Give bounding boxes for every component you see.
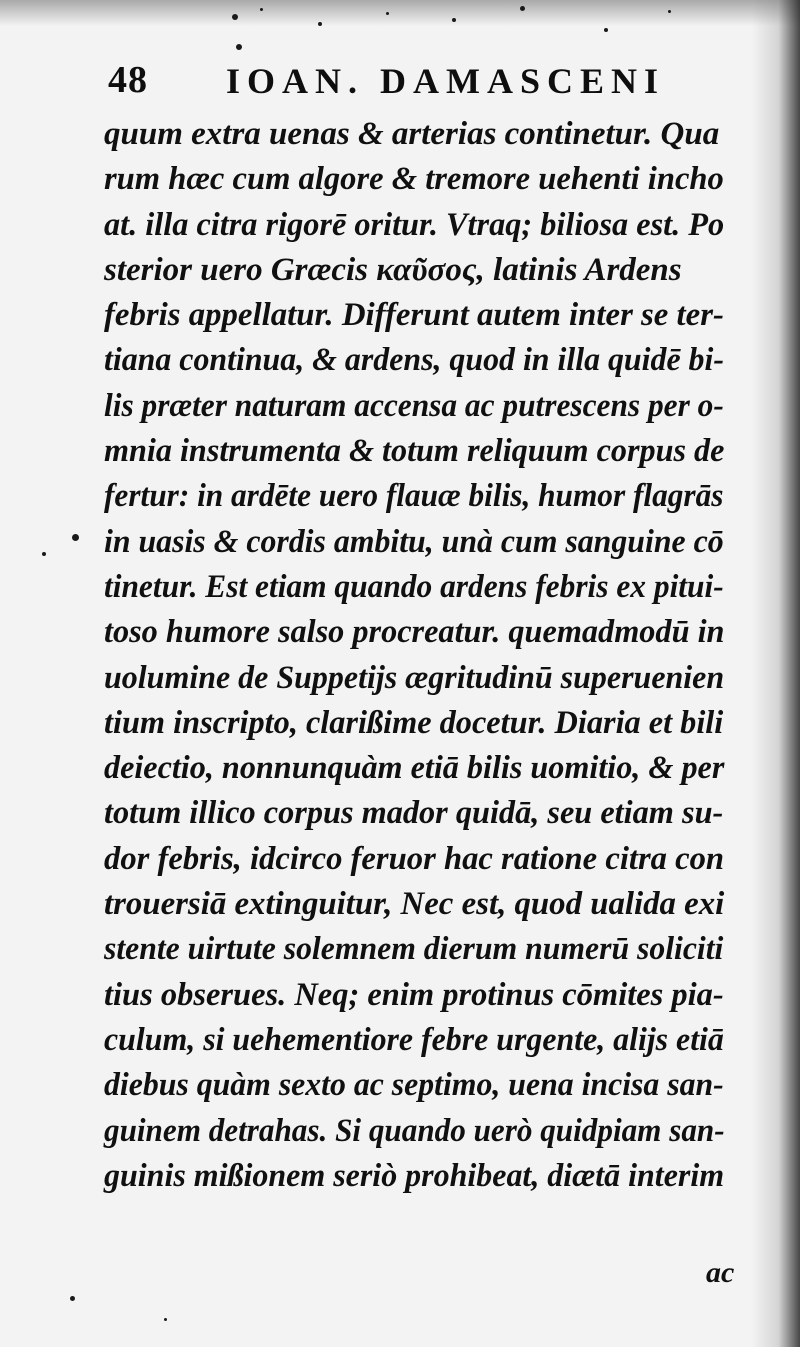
ink-speck — [668, 10, 671, 13]
right-edge-shadow — [752, 0, 800, 1347]
text-line: guinem detrahas. Si quando uerò quidpiam san- — [104, 1112, 725, 1149]
text-line: culum, si uehementiore febre urgente, alijs etiā — [104, 1021, 724, 1058]
text-line: dor febris, idcirco feruor hac ratione citra con — [104, 840, 725, 877]
text-line: stente uirtute solemnem dierum numerū soliciti — [104, 931, 724, 968]
ink-speck — [72, 534, 79, 541]
text-line: tinetur. Est etiam quando ardens febris ex pitui- — [104, 568, 724, 605]
text-line: febris appellatur. Differunt autem inter se ter- — [104, 297, 724, 334]
catchword: ac — [706, 1256, 735, 1289]
text-line: fertur: in ardēte uero flauæ bilis, humor flagrās — [104, 478, 724, 515]
text-line: trouersiā extinguitur, Nec est, quod ualida exi — [104, 886, 725, 923]
text-line: quum extra uenas & arterias continetur. Qua — [104, 116, 720, 152]
text-line: at. illa citra rigorē oritur. Vtraq; biliosa est. Po — [104, 206, 725, 243]
top-edge-shadow — [0, 0, 800, 26]
page-number: 48 — [108, 59, 148, 101]
text-line: tium inscripto, clarißime docetur. Diaria et bili — [104, 704, 724, 741]
text-line: mnia instrumenta & totum reliquum corpus de — [104, 433, 725, 470]
ink-speck — [42, 552, 46, 556]
text-line: guinis mißionem seriò prohibeat, diætā interim — [104, 1157, 725, 1194]
ink-speck — [520, 6, 525, 11]
text-line: tiana continua, & ardens, quod in illa quidē bi- — [104, 342, 724, 379]
text-line: in uasis & cordis ambitu, unà cum sanguine cō — [104, 523, 724, 560]
text-line: sterior uero Græcis καῦσος, latinis Ardens — [104, 251, 682, 288]
ink-speck — [70, 1296, 75, 1301]
text-line: lis præter naturam accensa ac putrescens per o- — [104, 387, 724, 424]
ink-speck — [236, 44, 242, 50]
text-line: toso humore salso procreatur. quemadmodū in — [104, 614, 725, 651]
ink-speck — [604, 28, 608, 32]
ink-speck — [164, 1318, 167, 1321]
text-line: uolumine de Suppetijs ægritudinū superuenien — [104, 659, 725, 696]
ink-speck — [260, 8, 263, 11]
text-line: totum illico corpus mador quidā, seu etiam su- — [104, 795, 724, 832]
ink-speck — [452, 18, 456, 22]
page-header — [108, 58, 720, 106]
running-head: IOAN. DAMASCENI — [226, 61, 666, 101]
text-line: diebus quàm sexto ac septimo, uena incisa san- — [104, 1067, 724, 1104]
ink-speck — [232, 14, 238, 20]
ink-speck — [318, 22, 322, 26]
text-line: tius obserues. Neq; enim protinus cōmites pia- — [104, 976, 724, 1013]
ink-speck — [386, 12, 389, 15]
body-text — [104, 112, 744, 1199]
text-line: rum hæc cum algore & tremore uehenti incho — [104, 161, 724, 198]
text-line: deiectio, nonnunquàm etiā bilis uomitio, & per — [104, 750, 725, 787]
